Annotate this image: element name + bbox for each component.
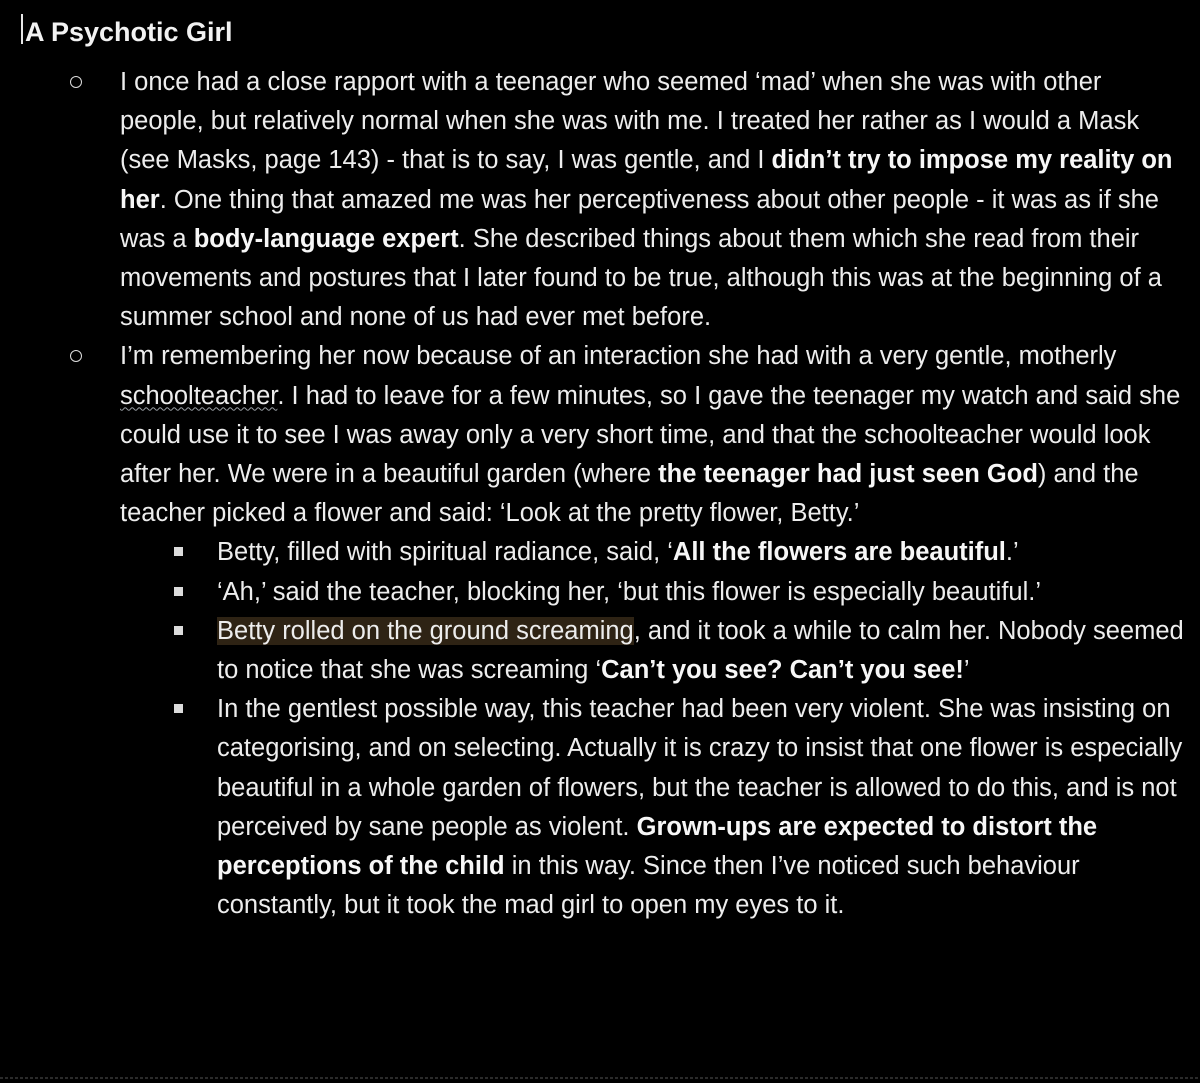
text-cursor xyxy=(21,14,23,44)
text-run: . I had to leave for a few minutes, so I gave the teenager my watch and said she could use it to see I was away only a very short time, and that the schoolteacher would look after her. We were in a beautiful garden (where xyxy=(120,381,1181,489)
paragraph-teacher-reply[interactable] xyxy=(217,573,1187,612)
text-run: .’ xyxy=(1005,538,1019,567)
text-run: , and it took a while to calm her. Nobody seemed to notice that she was screaming ‘ xyxy=(217,616,1184,685)
nested-list-item[interactable] xyxy=(120,612,1183,690)
hollow-circle-icon xyxy=(70,76,82,88)
nested-bullet-list xyxy=(120,533,1182,925)
paragraph-betty-reply[interactable] xyxy=(217,533,1187,572)
list-item[interactable] xyxy=(0,63,1182,337)
text-run: . One thing that amazed me was her perceptiveness about other people - it was as if she was a xyxy=(120,185,1159,253)
filled-square-icon xyxy=(174,626,183,635)
paragraph-first-encounter[interactable] xyxy=(120,63,1182,337)
text-run: I once had a close rapport with a teenager who seemed ‘mad’ when she was with other people, but relatively normal when she was with me. I treated her rather as I would a Mask (see Masks, page 143) - that is to say, I was gentle, and I xyxy=(120,68,1140,175)
filled-square-icon xyxy=(174,587,183,596)
text-run: I’m remembering her now because of an interaction she had with a very gentle, motherly xyxy=(120,342,1117,371)
document-heading[interactable]: A Psychotic Girl xyxy=(25,17,233,47)
text-run: ‘Ah,’ said the teacher, blocking her, ‘but this flower is especially beautiful.’ xyxy=(217,577,1042,606)
paragraph-reflection[interactable] xyxy=(217,690,1187,925)
text-run: In the gentlest possible way, this teacher had been very violent. She was insisting on categorising, and on selecting. Actually it is crazy to insist that one flower is especially beautiful in a whole garden of flowers, but the teacher is allowed to do this, and is not perceived by sane people as violent. xyxy=(217,695,1183,841)
bold-text-run: Grown-ups are expected to distort the perceptions of the child xyxy=(217,812,1098,881)
hollow-circle-icon xyxy=(70,350,82,362)
text-run: ) and the teacher picked a flower and said: ‘Look at the pretty flower, Betty.’ xyxy=(120,460,1139,528)
bold-text-run: body-language expert xyxy=(193,224,459,253)
bold-text-run: Can’t you see? Can’t you see! xyxy=(601,656,964,685)
nested-list-item[interactable] xyxy=(120,573,1183,612)
spellcheck-flagged-word[interactable]: schoolteacher xyxy=(120,381,278,410)
filled-square-icon xyxy=(174,704,183,713)
bullet-list xyxy=(0,63,1182,925)
text-run: Betty, filled with spiritual radiance, said, ‘ xyxy=(217,538,673,567)
text-run: in this way. Since then I’ve noticed such behaviour constantly, but it took the mad girl to open my eyes to it. xyxy=(217,852,1080,920)
nested-list-item[interactable] xyxy=(120,690,1183,925)
bold-text-run: didn’t try to impose my reality on her xyxy=(120,146,1173,214)
paragraph-betty-screaming[interactable] xyxy=(217,612,1187,690)
filled-square-icon xyxy=(174,547,183,556)
text-run: ’ xyxy=(963,656,970,685)
page-bottom-divider xyxy=(0,1077,1200,1079)
bold-text-run: the teenager had just seen God xyxy=(658,460,1038,489)
text-run: . She described things about them which she read from their movements and postures that I later found to be true, although this was at the beginning of a summer school and none of us had ever met before. xyxy=(120,224,1162,332)
bold-text-run: All the flowers are beautiful xyxy=(672,538,1006,567)
highlighted-text[interactable]: Betty rolled on the ground screaming xyxy=(217,616,634,645)
paragraph-garden-story[interactable] xyxy=(120,337,1182,533)
nested-list-item[interactable] xyxy=(120,533,1183,572)
list-item[interactable] xyxy=(0,337,1182,925)
